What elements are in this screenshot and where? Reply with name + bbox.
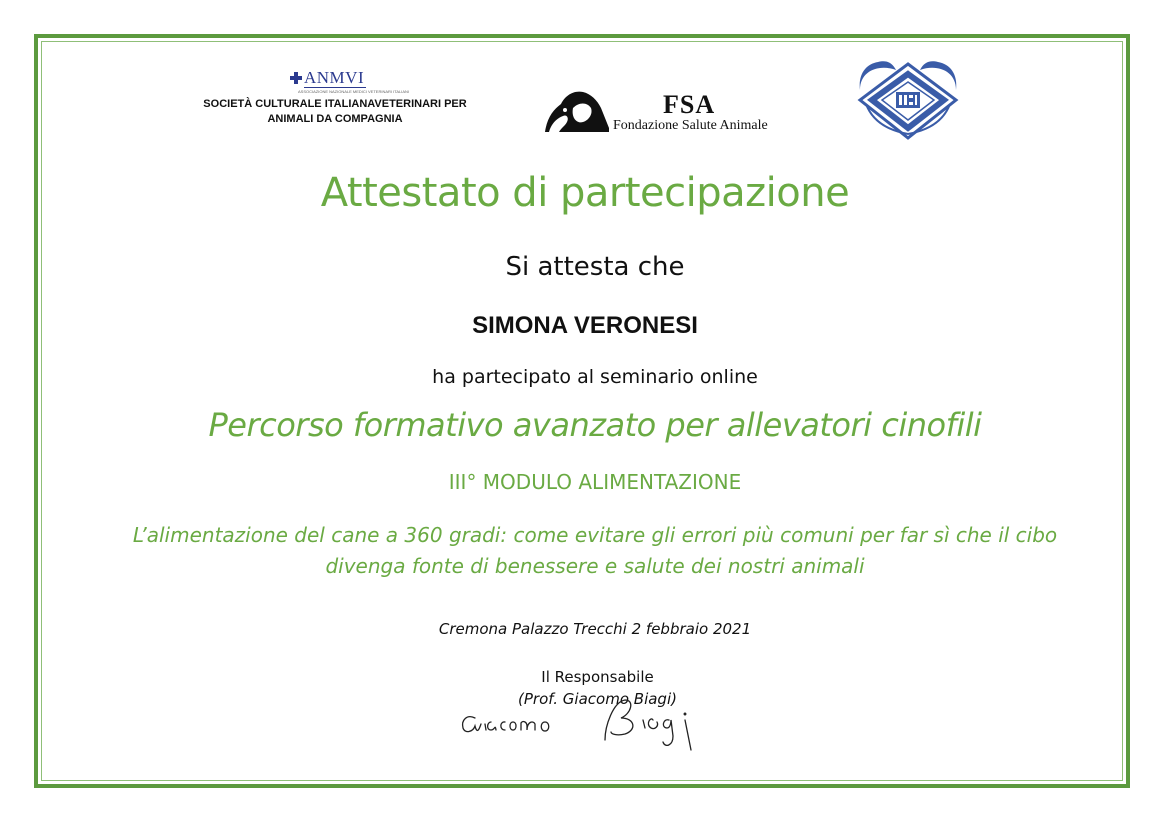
- seminar-topic: L’alimentazione del cane a 360 gradi: come evitare gli errori più comuni per far sì che il cibo divenga fonte di benessere e salute dei nostri animali: [132, 523, 1058, 578]
- signature-image: [455, 690, 725, 765]
- certificate-title: Attestato di partecipazione: [320, 170, 850, 216]
- place-and-date: Cremona Palazzo Trecchi 2 febbraio 2021: [438, 620, 752, 638]
- responsible-label: Il Responsabile: [541, 668, 654, 686]
- certificate-intro: Si attesta che: [505, 252, 685, 282]
- anmvi-caption: SOCIETÀ CULTURALE ITALIANAVETERINARI PER ANIMALI DA COMPAGNIA: [203, 98, 467, 125]
- anmvi-logo-small-text: ASSOCIAZIONE NAZIONALE MEDICI VETERINARI ITALIANI: [298, 89, 410, 94]
- module-title: III° MODULO ALIMENTAZIONE: [448, 470, 742, 494]
- anmvi-cross-icon: [290, 72, 302, 84]
- enci-emblem-icon: [852, 60, 964, 142]
- responsible-name: (Prof. Giacomo Biagi): [518, 690, 677, 708]
- participation-text: ha partecipato al seminario online: [432, 366, 758, 388]
- fsa-logo: [543, 88, 783, 138]
- anmvi-logo-text: ANMVI: [304, 68, 365, 87]
- fsa-subtitle: Fondazione Salute Animale: [613, 118, 768, 133]
- course-title: Percorso formativo avanzato per allevatori cinofili: [208, 406, 982, 444]
- fsa-animals-icon: [543, 88, 611, 134]
- recipient-name: SIMONA VERONESI: [472, 312, 698, 339]
- anmvi-logo: [290, 68, 410, 96]
- anmvi-logo-rule: [304, 87, 366, 88]
- fsa-title: FSA: [663, 90, 716, 119]
